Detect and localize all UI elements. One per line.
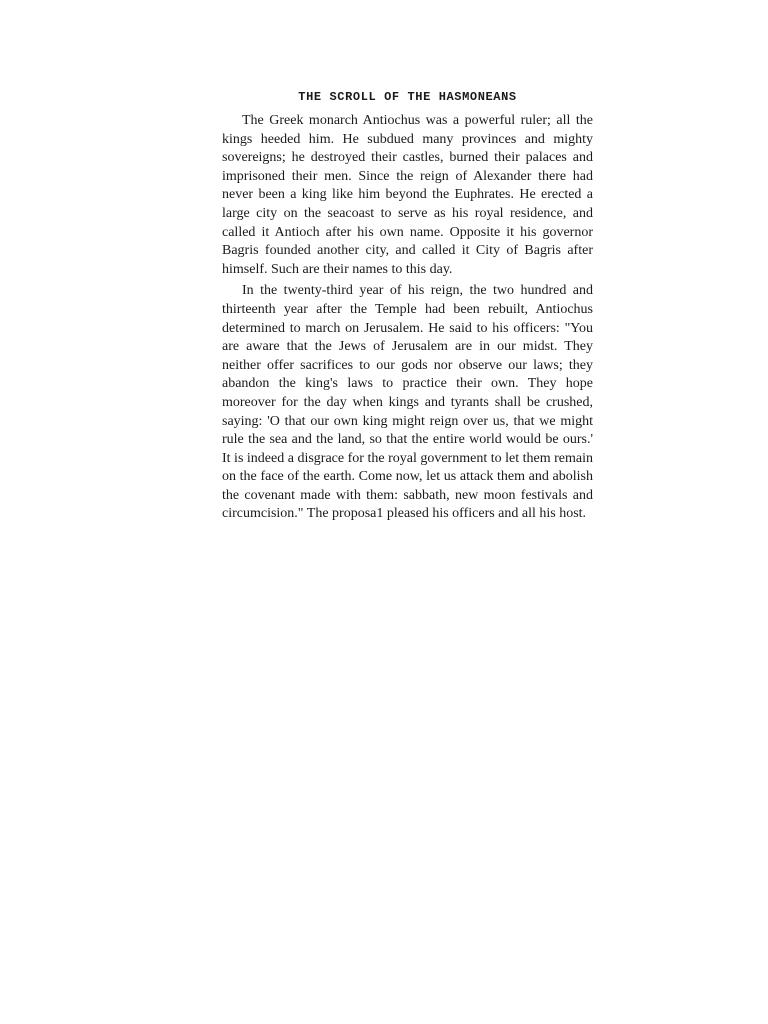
paragraph: In the twenty-third year of his reign, the two hundred and thirteenth year after the Temple had been rebuilt, Antiochus determined to march on Jerusalem. He said to his officers: "You are aware that the Jews of Jerusalem are in our midst. They neither offer sacrifices to our gods nor observe our laws; they abandon the king's laws to practice their own. They hope moreover for the day when kings and tyrants shall be crushed, saying: 'O that our own king might reign over us, that we might rule the sea and the land, so that the entire world would be ours.' It is indeed a disgrace for the royal government to let them remain on the face of the earth. Come now, let us attack them and abolish the covenant made with them: sabbath, new moon festivals and circumcision." The proposa1 pleased his officers and all his host. xyxy=(222,283,593,522)
document-title: THE SCROLL OF THE HASMONEANS xyxy=(298,90,517,104)
document-body xyxy=(222,112,593,527)
paragraph: The Greek monarch Antiochus was a powerful ruler; all the kings heeded him. He subdued many provinces and mighty sovereigns; he destroyed their castles, burned their palaces and imprisoned their men. Since the reign of Alexander there had never been a king like him beyond the Euphrates. He erected a large city on the seacoast to serve as his royal residence, and called it Antioch after his own name. Opposite it his governor Bagris founded another city, and called it City of Bagris after himself. Such are their names to this day. xyxy=(222,113,593,277)
